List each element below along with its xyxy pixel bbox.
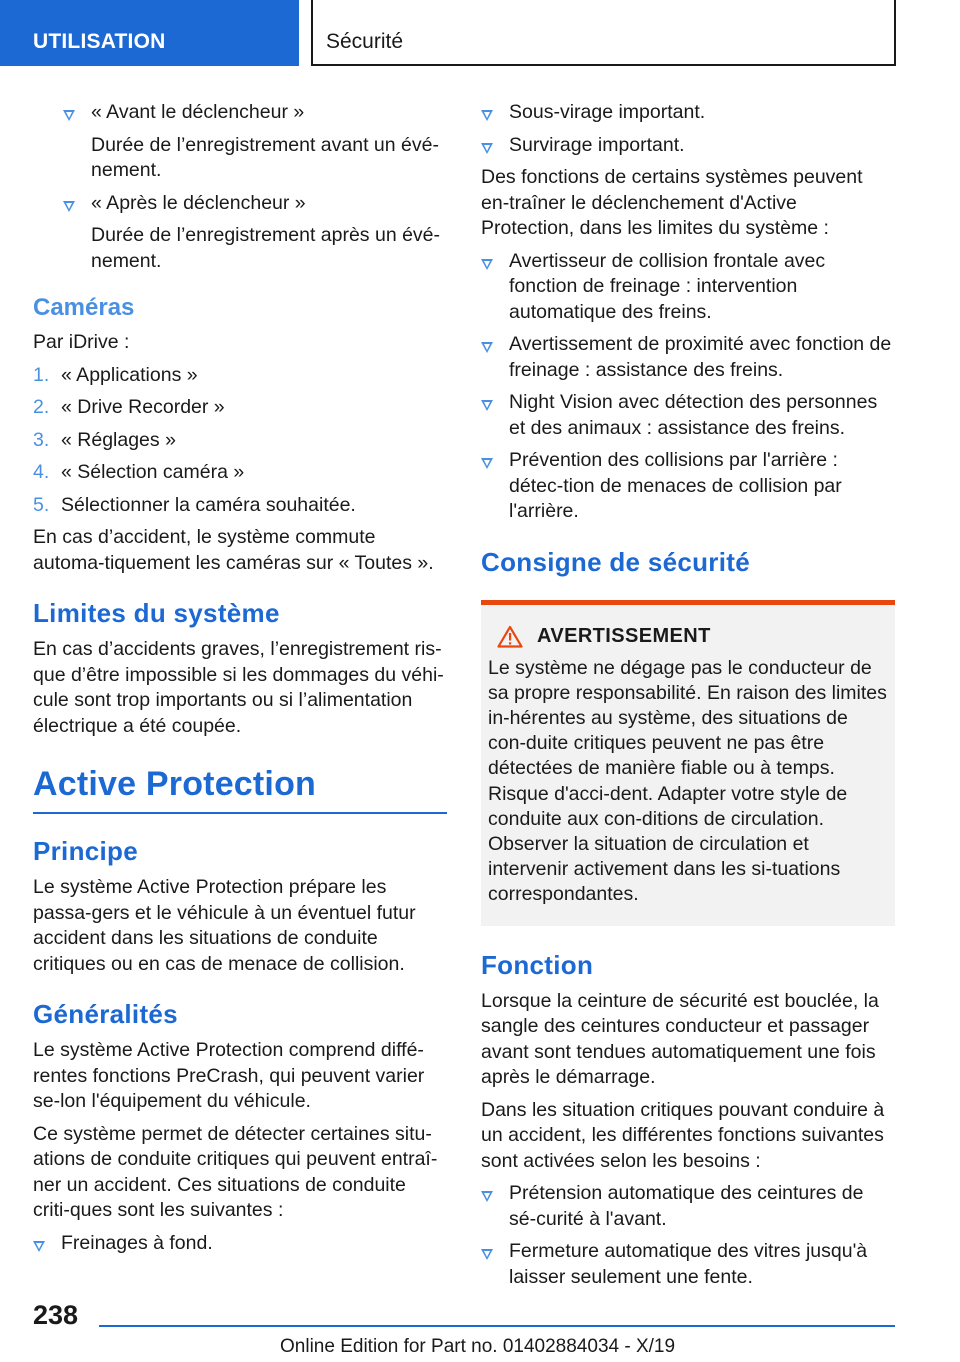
chapter-header (311, 0, 896, 66)
cameras-heading: Caméras (33, 294, 135, 321)
list-item (33, 1231, 447, 1257)
fonction-text: Dans les situation critiques pouvant conduire à un accident, les différentes fonctions suivantes sont activées selon les besoins : (481, 1098, 885, 1172)
step-number: 1. (33, 363, 50, 386)
warning-triangle-icon (497, 625, 523, 648)
triangle-bullet-icon (63, 201, 75, 212)
step-number: 4. (33, 461, 50, 483)
step-text: « Sélection caméra » (61, 461, 245, 483)
bullet-text: Freinages à fond. (61, 1231, 213, 1254)
cameras-note: En cas d’accident, le système commute automa-tiquement les caméras sur « Toutes ». (33, 526, 434, 574)
bullet-text: Fermeture automatique des vitres jusqu'à laisser seulement une fente. (509, 1240, 868, 1288)
step-text: « Applications » (61, 363, 198, 386)
step-item (33, 493, 447, 519)
list-item (481, 249, 895, 326)
triangle-bullet-icon (481, 342, 493, 353)
bullet-description: Durée de l’enregistrement après un évé-nement. (91, 224, 441, 272)
list-item (481, 1181, 895, 1232)
bullet-text: Survirage important. (509, 133, 685, 156)
step-number: 2. (33, 396, 50, 418)
bullet-text: Prévention des collisions par l'arrière : détec-tion de menaces de collision par l'arrière. (509, 449, 842, 522)
list-item (481, 133, 895, 159)
limits-heading: Limites du système (33, 598, 280, 628)
chapter-title: Sécurité (326, 30, 404, 53)
triangle-bullet-icon (481, 259, 493, 270)
page-number: 238 (33, 1300, 79, 1330)
fonction-text: Lorsque la ceinture de sécurité est bouclée, la sangle des ceintures conducteur et passager avant sont tendues automatiquement une fois après le démarrage. (481, 989, 879, 1089)
bullet-text: « Après le déclencheur » (91, 191, 306, 214)
warning-header (497, 625, 887, 648)
left-column (33, 100, 447, 1263)
generalites-heading: Généralités (33, 999, 178, 1029)
step-item (33, 395, 447, 421)
step-number: 5. (33, 493, 50, 516)
warning-box (481, 600, 895, 926)
list-item (481, 100, 895, 126)
systems-intro: Des fonctions de certains systèmes peuvent en-traîner le déclenchement d'Active Protection, dans les limites du système : (481, 166, 863, 239)
fonction-heading: Fonction (481, 949, 594, 980)
bullet-text: Prétension automatique des ceintures de sé-curité à l'avant. (509, 1182, 864, 1230)
consigne-heading: Consigne de sécurité (481, 546, 750, 577)
list-item (481, 332, 895, 383)
section-title: UTILISATION (33, 30, 166, 53)
step-number: 3. (33, 428, 50, 451)
edition-note: Online Edition for Part no. 01402884034 - X/19 (280, 1336, 676, 1357)
step-text: « Réglages » (61, 428, 176, 451)
step-text: « Drive Recorder » (61, 396, 225, 418)
list-item (33, 191, 447, 217)
triangle-bullet-icon (481, 1249, 493, 1260)
warning-title: AVERTISSEMENT (537, 624, 711, 647)
cameras-intro: Par iDrive : (33, 331, 130, 353)
warning-text: Le système ne dégage pas le conducteur de sa propre responsabilité. En raison des limites in-hérentes au système, des situations de con-duite critiques peuvent ne pas être détectées de manière fiable ou à temps. Risque d'acci-dent. Adapter votre style de conduite aux con-ditions de circulation. Observer la situation de circulation et intervenir activement dans les si-tuations correspondantes. (488, 656, 887, 906)
bullet-text: Night Vision avec détection des personnes et des animaux : assistance des freins. (509, 391, 878, 439)
triangle-bullet-icon (481, 143, 493, 154)
list-item (481, 1239, 895, 1290)
footer-divider (99, 1325, 895, 1327)
triangle-bullet-icon (33, 1241, 45, 1252)
principe-heading: Principe (33, 836, 138, 866)
limits-text: En cas d’accidents graves, l’enregistrement ris-que d’être impossible si les dommages du véhi-cule sont trop importants ou si l’alimentation électrique a été coupée. (33, 638, 444, 737)
triangle-bullet-icon (481, 400, 493, 411)
bullet-text: Avertissement de proximité avec fonction de freinage : assistance des freins. (509, 333, 892, 381)
right-column (481, 100, 895, 1297)
triangle-bullet-icon (481, 110, 493, 121)
list-item (481, 448, 895, 525)
step-item (33, 428, 447, 454)
triangle-bullet-icon (481, 1191, 493, 1202)
bullet-text: Avertisseur de collision frontale avec fonction de freinage : intervention automatique des freins. (509, 249, 826, 323)
triangle-bullet-icon (481, 458, 493, 469)
step-item (33, 460, 447, 486)
bullet-text: Sous-virage important. (509, 101, 706, 123)
step-text: Sélectionner la caméra souhaitée. (61, 493, 356, 516)
list-item (33, 100, 447, 126)
section-tab[interactable] (0, 0, 299, 66)
triangle-bullet-icon (63, 110, 75, 121)
generalites-text: Ce système permet de détecter certaines situ-ations de conduite critiques qui peuvent entraî-ner un accident. Ces situations de conduite criti-ques sont les suivantes : (33, 1122, 438, 1221)
generalites-text: Le système Active Protection comprend diffé-rentes fonctions PreCrash, qui peuvent varier se-lon l'équipement du véhicule. (33, 1039, 425, 1112)
step-item (33, 363, 447, 389)
list-item (481, 390, 895, 441)
bullet-text: « Avant le déclencheur » (91, 101, 305, 123)
bullet-description: Durée de l’enregistrement avant un évé-nement. (91, 133, 439, 181)
active-protection-heading: Active Protection (33, 765, 447, 814)
principe-text: Le système Active Protection prépare les passa-gers et le véhicule à un éventuel futur accident dans les situations de conduite critiques ou en cas de menace de collision. (33, 876, 416, 975)
